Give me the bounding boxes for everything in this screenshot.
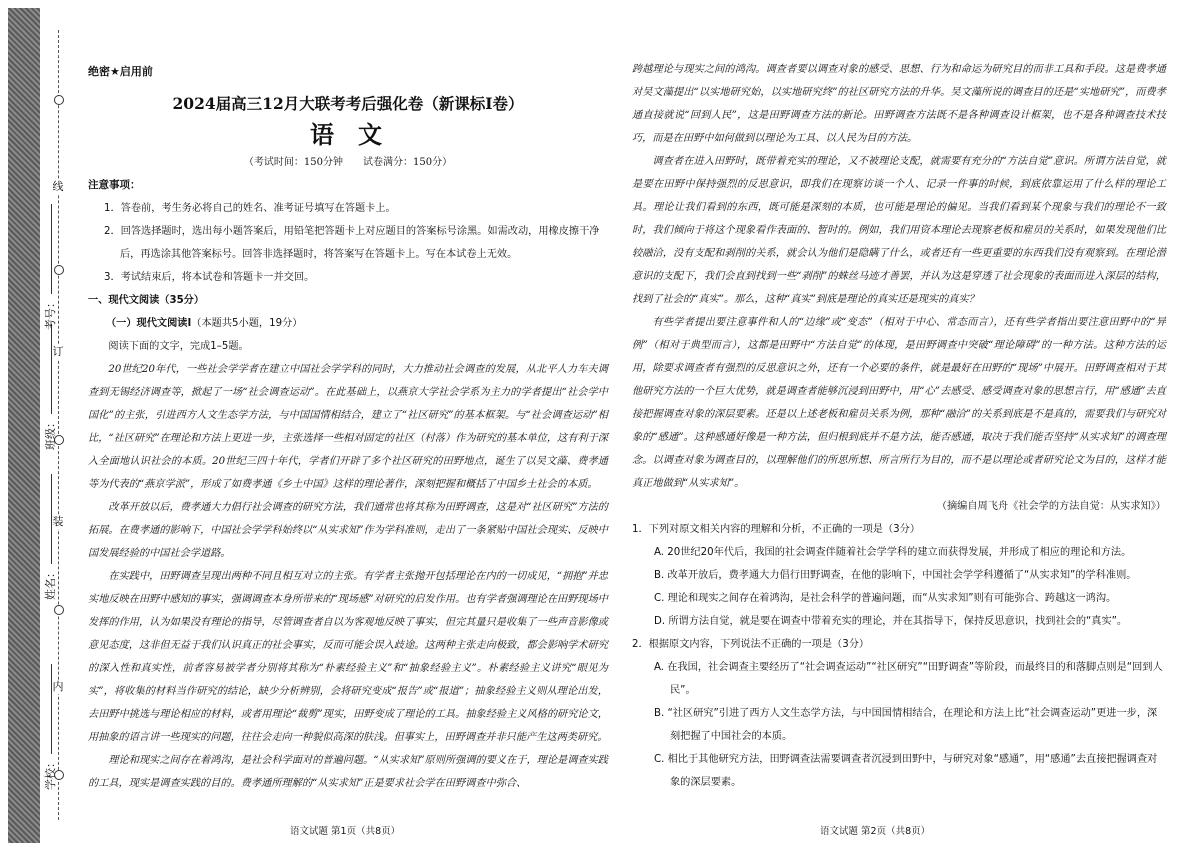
- binding-dot: [54, 605, 64, 615]
- passage-paragraph: 调查者在进入田野时，既带着充实的理论，又不被理论支配，就需要有充分的“方法自觉”意识。所谓方法自觉，就是要在田野中保持强烈的反思意识，即我们在现察访谈一个人、记录一件事的时候，到底依靠运用了什么样的理论工具。理论让我们看到的东西，既可能是深刻的本质，也可能是理论的偏见。当我们看到某个现象与我们的理论不一致时，我们倾向于将这个现象看作表面的、暂时的。例如，我们用资本理论去现察老板和雇员的关系时，如果发现他们比较融洽，没有支配和剥削的关系，就会认为他们是隐瞒了什么，或者还有一些更重要的东西我们没有观察到。在理论潜意识的支配下，我们会直到找到一些“剥削”的蛛丝马迹才善罢，并认为这是穿透了社会现象的表面而进入深层的结构，找到了社会的“真实”。那么，这种“真实”到底是理论的真实还是现实的真实？: [632, 156, 1166, 305]
- section-title: 一、现代文阅读（35分）: [88, 295, 205, 306]
- name-label: 姓名：: [44, 567, 57, 600]
- question-option: B. 改革开放后，费孝通大力倡行田野调查，在他的影响下，中国社会学学科遵循了“从实求知”的学科准则。: [654, 570, 1137, 581]
- binding-strip: [8, 8, 40, 843]
- binding-char-line: 线: [52, 180, 64, 193]
- passage-paragraph: 理论和现实之间存在着鸿沟，是社会科学面对的普遍问题。“从实求知”原则所强调的要义在于，理论是调查实践的工具，现实是调查实践的目的。费孝通所理解的“从实求知”正是要求社会学在田野调查中弥合、: [88, 755, 608, 789]
- passage-paragraph: 20世纪20年代，一些社会学学者在建立中国社会学学科的同时，大力推动社会调查的发展，从北平人力车夫调查到无锡经济调查等，掀起了一场“社会调查运动”。在此基础上，以燕京大学社会学系为主力的学者提出“社会学中国化”的主张，引进西方人文生态学方法，与中国国情相结合，建立了“社区研究”的基本框架。与“社会调查运动”相比，“社区研究”在理论和方法上更进一步，主张选择一些相对固定的社区（村落）作为研究的基本单位，这有利于深入全面地认识社会的本质。20世纪三四十年代，学者们开辟了多个社区研究的田野地点，诞生了以吴文藻、费孝通等为代表的“燕京学派”，形成了如费孝通《乡土中国》这样的理论著作，深刻把握和概括了中国乡土社会的本质。: [88, 364, 608, 490]
- binding-char-bind: 订: [52, 345, 64, 358]
- secret-label: 绝密★启用前: [88, 65, 153, 78]
- question-option: C. 理论和现实之间存在着鸿沟，是社会科学的普遍问题，而“从实求知”则有可能弥合、跨越这一鸿沟。: [654, 593, 1117, 604]
- passage-paragraph: 在实践中，田野调查呈现出两种不同且相互对立的主张。有学者主张抛开包括理论在内的一切成见，“拥抱”并忠实地反映在田野中感知的事实，强调调查本身所带来的“现场感”对研究的启发作用。也有学者强调理论在田野现场中发挥的作用，认为如果没有理论的指导，尽管调查者自以为客观地反映了事实，但完其量只是收集了一些声音影像或意见态度，这非但无益于我们认识真正的社会事实，反而可能会误入歧途。这两种主张走向极致，都会影响学术研究的深入性和真实性，前者容易被学者分别将其称为“朴素经验主义”和“抽象经验主义”。朴素经验主义讲究“眼见为实”，将收集的材料当作研究的结论，缺少分析辨别，会将研究变成“报告”或“报道”；抽象经验主义则从理论出发，去田野中挑选与理论相应的材料，或者用理论“裁剪”现实，田野变成了理论的工具。抽象经验主义风格的研究论文，用抽象的语言讲一些现实的问题，往往会走向一种貌似高深的肤浅。但事实上，田野调查并非只能产生这两类研究。: [88, 571, 608, 743]
- notice-title: 注意事项：: [88, 179, 141, 191]
- exam-title: 2024届高三12月大联考考后强化卷（新课标I卷）: [172, 94, 524, 113]
- notice-item: 1．答卷前，考生务必将自己的姓名、准考证号填写在答题卡上。: [104, 203, 396, 214]
- page-left: [88, 60, 608, 795]
- footer-left: 语文试题 第1页（共8页）: [290, 826, 401, 837]
- school-field[interactable]: [42, 730, 58, 790]
- exam-info: （考试时间：150分钟 试卷满分：150分）: [243, 157, 453, 168]
- question-stem: 2．根据原文内容，下列说法不正确的一项是（3分）: [632, 639, 870, 650]
- sub-section-rest: （本题共5小题，19分）: [191, 318, 303, 329]
- question-option: B. “社区研究”引进了西方人文生态学方法，与中国国情相结合，在理论和方法上比“社会调查运动”更进一步，深刻把握了中国社会的本质。: [654, 708, 1158, 742]
- reading-instruction: 阅读下面的文字，完成1–5题。: [108, 341, 249, 352]
- question-stem: 1．下列对原文相关内容的理解和分析，不正确的一项是（3分）: [632, 524, 921, 535]
- class-label: 班级：: [44, 417, 57, 450]
- passage-paragraph: 改革开放以后，费孝通大力倡行社会调查的研究方法，我们通常也将其称为田野调查，这是对“社区研究”方法的拓展。在费孝通的影响下，中国社会学学科始终以“从实求知”作为学科准则，走出了一条紧贴中国社会现实、反映中国发展经验的中国社会学道路。: [88, 502, 608, 559]
- passage-source: （摘编自周飞舟《社会学的方法自觉：从实求知》）: [936, 501, 1166, 512]
- question-option: D. 所谓方法自觉，就是要在调查中带着充实的理论，并在其指导下，保持反思意识，找到社会的“真实”。: [654, 616, 1128, 627]
- sub-section-bold: （一）现代文阅读Ⅰ: [106, 318, 192, 329]
- passage-paragraph: 跨越理论与现实之间的鸿沟。调查者要以调查对象的感受、思想、行为和命运为研究目的而非工具和手段。这是费孝通对吴文藻提出“以实地研究始，以实地研究终”的社区研究方法的升华。吴文藻所说的调查目的还是“实地研究”，而费孝通直接就说“回到人民”，这是田野调查方法的新论。田野调查方法既不是各种调查设计框架，也不是各种调查技术技巧，而是在田野中如何做到以理论为工具、以人民为目的方法。: [632, 64, 1166, 144]
- page-right: [632, 58, 1166, 794]
- question-option: A. 20世纪20年代后，我国的社会调查伴随着社会学学科的建立而获得发展，并形成了相应的理论和方法。: [654, 547, 1132, 558]
- school-label: 学校：: [44, 757, 57, 790]
- notice-item: 2．回答选择题时，选出每小题答案后，用铅笔把答题卡上对应题目的答案标号涂黑。如需改动，用橡皮擦干净后，再选涂其他答案标号。回答非选择题时，将答案写在答题卡上。写在本试卷上无效。: [104, 226, 600, 260]
- exam-number-label: 考号：: [44, 297, 57, 330]
- passage-paragraph: 有些学者提出要注意事件和人的“边缘”或“变态”（相对于中心、常态而言），还有些学者指出要注意田野中的“异例”（相对于典型而言），这都是田野中“方法自觉”的体现，是田野调查中突破“理论障碍”的一种方法。这种方法的运用，除要求调查者有强烈的反思意识之外，还有一个必要的条件，就是最好在田野的“现场”中展开。田野调查相对于其他研究方法的一个巨大优势，就是调查者能够沉浸到田野中，用“心”去感受、感受调查对象的思想言行，用“感通”去直接把握调查对象的深层要素。还是以上述老板和雇员关系为例，那种“融洽”的关系到底是不是真的，需要我们与研究对象的“感通”。这种感通好像是一种方法，但归根到底并不是方法，能否感通，取决于我们能否坚持“从实求知”的调查理念。以调查对象为调查目的，以理解他们的所思所想、所言所行为目的，而不是以理论或者研究论文为目的，这样才能真正地做到“从实求知”。: [632, 317, 1166, 489]
- binding-char-pack: 装: [52, 515, 64, 528]
- class-field[interactable]: [42, 390, 58, 450]
- sub-section-title: [106, 312, 608, 335]
- footer-right: 语文试题 第2页（共8页）: [820, 826, 931, 837]
- subject-title: 语文: [310, 120, 406, 149]
- name-field[interactable]: [42, 540, 58, 600]
- binding-dot: [54, 95, 64, 105]
- binding-char-inside: 内: [52, 680, 64, 693]
- exam-number-field[interactable]: [42, 270, 58, 330]
- notice-item: 3．考试结束后，将本试卷和答题卡一并交回。: [104, 272, 315, 283]
- binding-cut-line: [58, 30, 59, 820]
- question-option: A. 在我国，社会调查主要经历了“社会调查运动”“社区研究”“田野调查”等阶段，而最终目的和落脚点则是“回到人民”。: [654, 662, 1163, 696]
- question-option: C. 相比于其他研究方法，田野调查法需要调查者沉浸到田野中，与研究对象“感通”，用“感通”去直接把握调查对象的深层要素。: [654, 754, 1158, 788]
